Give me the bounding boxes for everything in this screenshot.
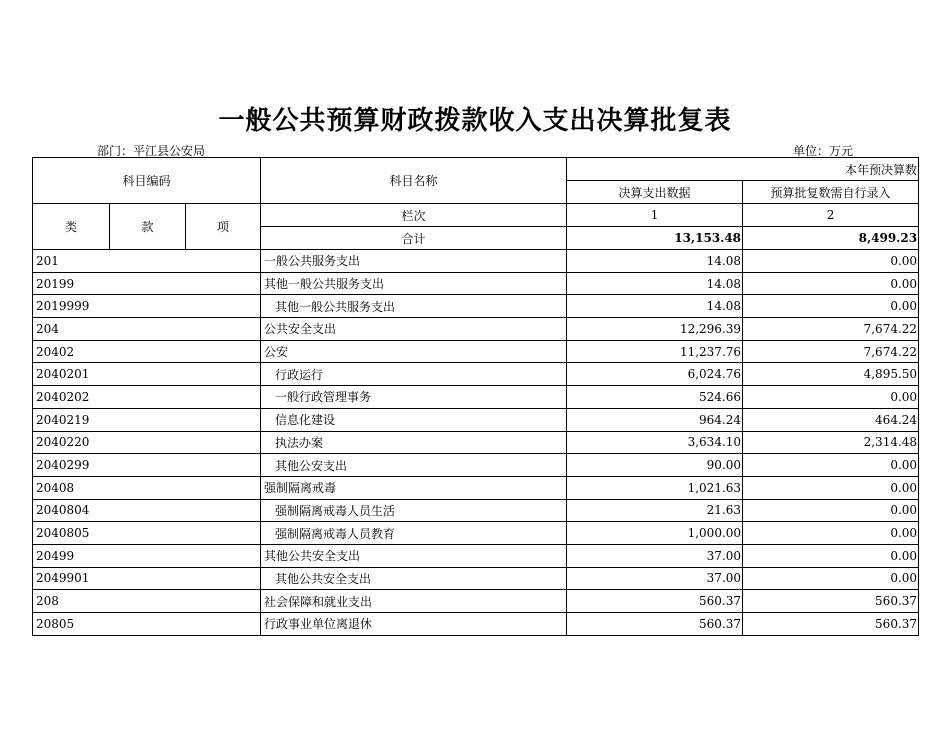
total-label: 合计: [261, 227, 567, 250]
row-code: 2040202: [33, 386, 261, 409]
row-name: 强制隔离戒毒: [261, 476, 567, 499]
row-name: 公安: [261, 340, 567, 363]
row-code: 20499: [33, 544, 261, 567]
total-col2: 8,499.23: [743, 227, 919, 250]
row-col2: 0.00: [743, 454, 919, 477]
department-label: 部门：平江县公安局: [97, 144, 206, 158]
table-row: [33, 250, 919, 273]
row-name: 一般行政管理事务: [261, 386, 567, 409]
row-col1: 6,024.76: [567, 363, 743, 386]
row-code: 201: [33, 250, 261, 273]
row-code: 20199: [33, 272, 261, 295]
row-code: 2040805: [33, 522, 261, 545]
col1-number: 1: [567, 204, 743, 227]
row-col1: 524.66: [567, 386, 743, 409]
row-code: 2040299: [33, 454, 261, 477]
kuan-header: 款: [110, 204, 186, 250]
budget-table: [32, 157, 919, 636]
table-row: [33, 544, 919, 567]
row-col2: 7,674.22: [743, 318, 919, 341]
row-col1: 21.63: [567, 499, 743, 522]
row-name: 公共安全支出: [261, 318, 567, 341]
xiang-header: 项: [186, 204, 261, 250]
table-row: [33, 408, 919, 431]
row-col2: 0.00: [743, 272, 919, 295]
table-row: [33, 340, 919, 363]
row-name: 信息化建设: [261, 408, 567, 431]
table-row: [33, 567, 919, 590]
row-col2: 560.37: [743, 590, 919, 613]
row-name: 社会保障和就业支出: [261, 590, 567, 613]
col2-header: 预算批复数需自行录入: [743, 181, 919, 204]
row-col2: 0.00: [743, 476, 919, 499]
row-col2: 0.00: [743, 295, 919, 318]
row-col1: 14.08: [567, 295, 743, 318]
row-col1: 90.00: [567, 454, 743, 477]
row-col2: 0.00: [743, 544, 919, 567]
col2-number: 2: [743, 204, 919, 227]
row-col1: 3,634.10: [567, 431, 743, 454]
total-col1: 13,153.48: [567, 227, 743, 250]
row-name: 强制隔离戒毒人员生活: [261, 499, 567, 522]
table-row: [33, 522, 919, 545]
table-row: [33, 590, 919, 613]
row-col2: 2,314.48: [743, 431, 919, 454]
row-code: 2040804: [33, 499, 261, 522]
row-code: 208: [33, 590, 261, 613]
row-name: 强制隔离戒毒人员教育: [261, 522, 567, 545]
row-col2: 4,895.50: [743, 363, 919, 386]
table-row: [33, 386, 919, 409]
row-col1: 11,237.76: [567, 340, 743, 363]
table-row: [33, 454, 919, 477]
row-name: 其他一般公共服务支出: [261, 295, 567, 318]
row-col1: 560.37: [567, 590, 743, 613]
row-col1: 964.24: [567, 408, 743, 431]
table-row: [33, 613, 919, 636]
row-code: 2040220: [33, 431, 261, 454]
table-row: [33, 431, 919, 454]
header-row-3: [33, 204, 919, 227]
lei-header: 类: [33, 204, 110, 250]
row-name: 执法办案: [261, 431, 567, 454]
row-col2: 0.00: [743, 250, 919, 273]
row-col1: 1,021.63: [567, 476, 743, 499]
row-code: 2040201: [33, 363, 261, 386]
row-code: 2019999: [33, 295, 261, 318]
row-code: 20402: [33, 340, 261, 363]
row-code: 204: [33, 318, 261, 341]
unit-label: 单位：万元: [793, 144, 854, 158]
table-row: [33, 272, 919, 295]
report-title: 一般公共预算财政拨款收入支出决算批复表: [218, 106, 732, 136]
row-col2: 0.00: [743, 522, 919, 545]
table-row: [33, 295, 919, 318]
row-name: 其他公共安全支出: [261, 544, 567, 567]
row-name: 其他一般公共服务支出: [261, 272, 567, 295]
group-header: 本年预决算数: [567, 158, 919, 181]
row-col1: 14.08: [567, 250, 743, 273]
row-col2: 7,674.22: [743, 340, 919, 363]
row-name: 行政运行: [261, 363, 567, 386]
row-col1: 14.08: [567, 272, 743, 295]
subject-name-header: 科目名称: [261, 158, 567, 204]
row-code: 2049901: [33, 567, 261, 590]
row-col2: 0.00: [743, 386, 919, 409]
row-name: 一般公共服务支出: [261, 250, 567, 273]
row-col1: 12,296.39: [567, 318, 743, 341]
subject-code-header: 科目编码: [33, 158, 261, 204]
row-name: 行政事业单位离退休: [261, 613, 567, 636]
col1-header: 决算支出数据: [567, 181, 743, 204]
row-col2: 0.00: [743, 567, 919, 590]
row-code: 2040219: [33, 408, 261, 431]
row-col1: 560.37: [567, 613, 743, 636]
table-row: [33, 476, 919, 499]
row-name: 其他公安支出: [261, 454, 567, 477]
row-col1: 1,000.00: [567, 522, 743, 545]
lanci-label: 栏次: [261, 204, 567, 227]
row-col1: 37.00: [567, 567, 743, 590]
table-row: [33, 499, 919, 522]
row-col2: 560.37: [743, 613, 919, 636]
header-row-1: [33, 158, 919, 181]
row-col2: 464.24: [743, 408, 919, 431]
row-code: 20805: [33, 613, 261, 636]
table-row: [33, 363, 919, 386]
row-col2: 0.00: [743, 499, 919, 522]
row-col1: 37.00: [567, 544, 743, 567]
table-row: [33, 318, 919, 341]
row-name: 其他公共安全支出: [261, 567, 567, 590]
row-code: 20408: [33, 476, 261, 499]
